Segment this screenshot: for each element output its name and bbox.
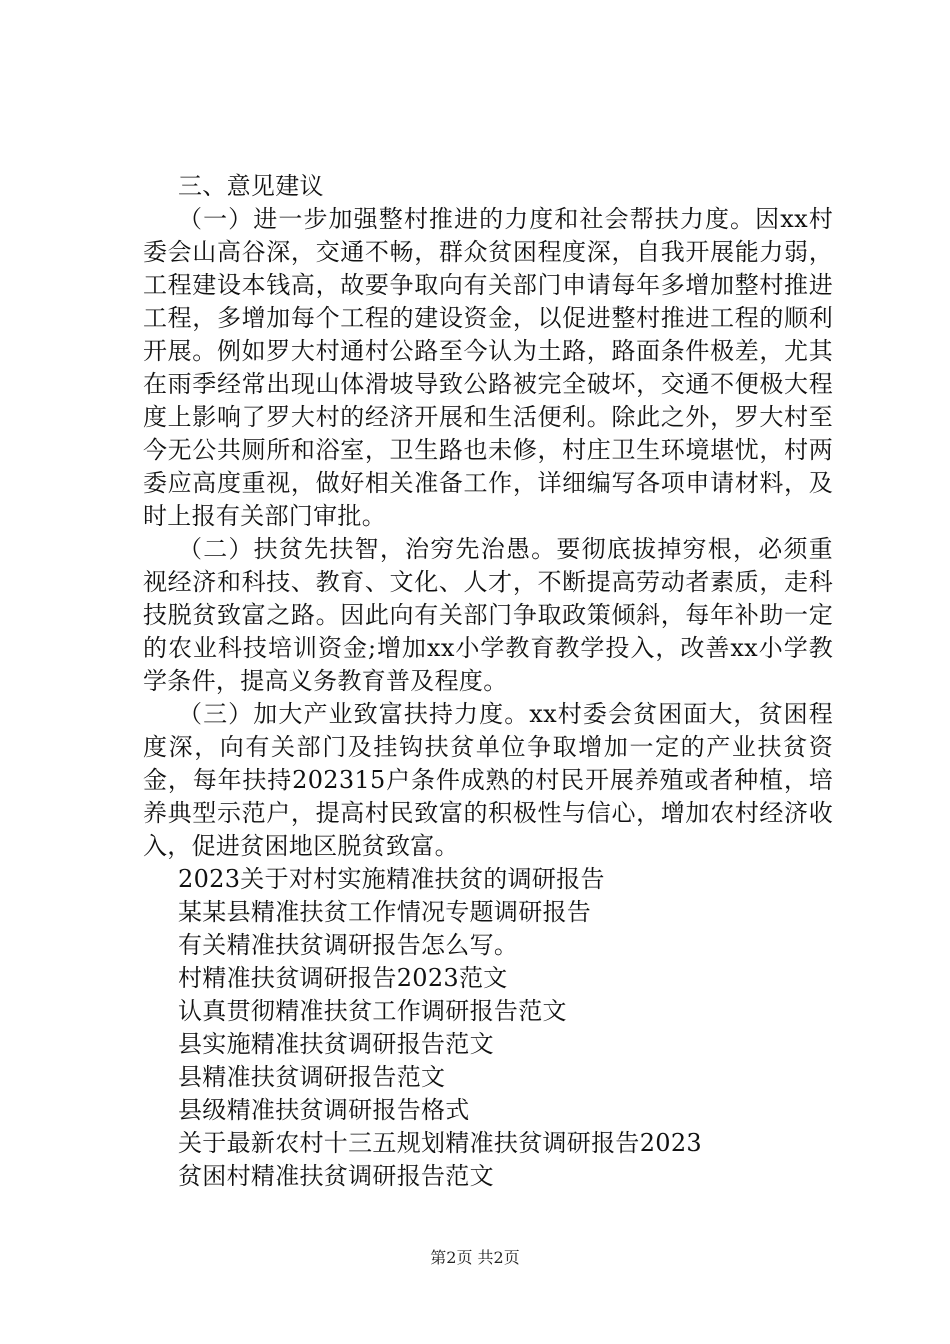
paragraph-3: （三）加大产业致富扶持力度。xx村委会贫困面大，贫困程度深，向有关部门及挂钩扶贫单位争取增加一定的产业扶贫资金，每年扶持202315户条件成熟的村民开展养殖或者种植，培养典型示范户，提高村民致富的积极性与信心，增加农村经济收入，促进贫困地区脱贫致富。	[143, 700, 833, 860]
related-report-item[interactable]: 村精准扶贫调研报告2023范文	[178, 964, 508, 992]
related-report-item[interactable]: 贫困村精准扶贫调研报告范文	[178, 1162, 494, 1190]
paragraph-1: （一）进一步加强整村推进的力度和社会帮扶力度。因xx村委会山高谷深，交通不畅，群众贫困程度深，自我开展能力弱，工程建设本钱高，故要争取向有关部门申请每年多增加整村推进工程，多增加每个工程的建设资金，以促进整村推进工程的顺利开展。例如罗大村通村公路至今认为土路，路面条件极差，尤其在雨季经常出现山体滑坡导致公路被完全破坏，交通不便极大程度上影响了罗大村的经济开展和生活便利。除此之外，罗大村至今无公共厕所和浴室，卫生路也未修，村庄卫生环境堪忧，村两委应高度重视，做好相关准备工作，详细编写各项申请材料，及时上报有关部门审批。	[143, 205, 833, 530]
related-report-item[interactable]: 县级精准扶贫调研报告格式	[178, 1096, 470, 1124]
document-body	[143, 170, 833, 1193]
related-report-item[interactable]: 关于最新农村十三五规划精准扶贫调研报告2023	[178, 1129, 702, 1157]
page-footer: 第2页 共2页	[430, 1248, 520, 1267]
related-report-item[interactable]: 县实施精准扶贫调研报告范文	[178, 1030, 494, 1058]
section-heading: 三、意见建议	[178, 172, 324, 200]
paragraph-2: （二）扶贫先扶智，治穷先治愚。要彻底拔掉穷根，必须重视经济和科技、教育、文化、人才，不断提高劳动者素质，走科技脱贫致富之路。因此向有关部门争取政策倾斜，每年补助一定的农业科技培训资金;增加xx小学教育教学投入，改善xx小学教学条件，提高义务教育普及程度。	[143, 535, 833, 695]
related-report-item[interactable]: 县精准扶贫调研报告范文	[178, 1063, 446, 1091]
related-report-item[interactable]: 有关精准扶贫调研报告怎么写。	[178, 931, 519, 959]
related-report-item[interactable]: 认真贯彻精准扶贫工作调研报告范文	[178, 997, 567, 1025]
related-report-item[interactable]: 2023关于对村实施精准扶贫的调研报告	[178, 865, 605, 893]
related-reports-list	[143, 863, 833, 1193]
related-report-item[interactable]: 某某县精准扶贫工作情况专题调研报告	[178, 898, 592, 926]
